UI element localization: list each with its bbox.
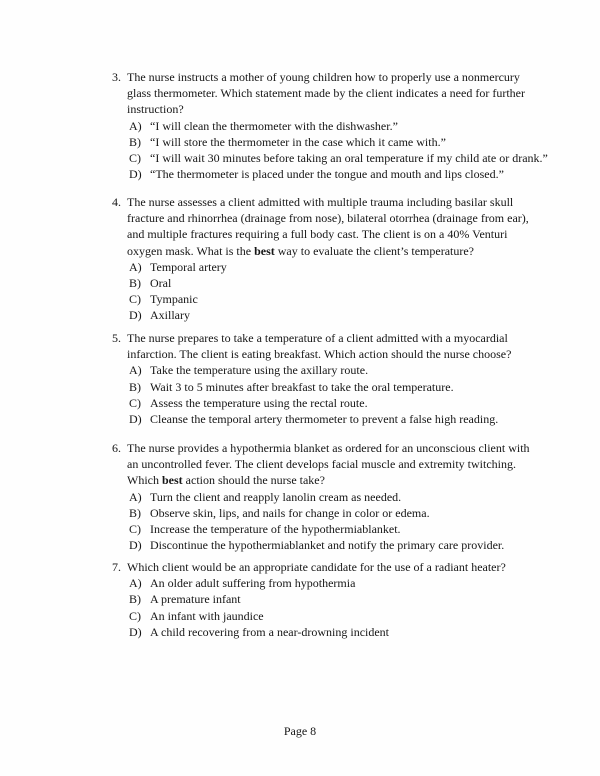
question-3 — [112, 69, 548, 182]
option-text: Wait 3 to 5 minutes after breakfast to take the oral temperature. — [150, 379, 454, 394]
option-text: Cleanse the temporal artery thermometer to prevent a false high reading. — [150, 412, 499, 427]
answer-option-d — [129, 411, 543, 427]
option-letter: C) — [129, 608, 141, 623]
question-5 — [112, 330, 543, 427]
question-text — [127, 330, 543, 362]
option-letter: B) — [129, 276, 141, 291]
answer-options — [127, 575, 543, 640]
answer-option-a — [129, 362, 543, 378]
answer-option-b — [129, 591, 543, 607]
answer-option-c — [129, 150, 548, 166]
question-text — [127, 69, 543, 118]
question-text — [127, 194, 543, 259]
answer-option-d — [129, 537, 543, 553]
question-number: 6. — [112, 441, 121, 455]
option-letter: B) — [129, 505, 141, 520]
option-text: “I will clean the thermometer with the dishwasher.” — [150, 118, 398, 133]
answer-option-a — [129, 575, 543, 591]
option-text: Assess the temperature using the rectal route. — [150, 395, 368, 410]
answer-option-b — [129, 275, 543, 291]
option-text: A child recovering from a near-drowning incident — [150, 624, 390, 639]
question-text-pre: The nurse instructs a mother of young children how to properly use a nonmercury glass thermometer. Which statement made by the client indicates a need for further instruction? — [127, 70, 525, 117]
option-letter: D) — [129, 624, 142, 639]
option-letter: A) — [129, 118, 142, 133]
option-letter: B) — [129, 134, 141, 149]
option-letter: D) — [129, 308, 142, 323]
answer-option-a — [129, 118, 543, 134]
option-text: Tympanic — [150, 292, 198, 307]
question-text-pre: The nurse assesses a client admitted with multiple trauma including basilar skull fracture and rhinorrhea (drainage from nose), bilateral otorrhea (drainage from ear), and multiple fractures requiring a full body cast. The client is on a 40% Venturi oxygen mask. What is the — [127, 195, 529, 258]
question-body — [127, 440, 543, 553]
question-text-bold: best — [254, 243, 275, 258]
question-text-post: way to evaluate the client’s temperature? — [274, 243, 475, 258]
answer-option-d — [129, 307, 543, 323]
option-letter: A) — [129, 363, 142, 378]
option-letter: A) — [129, 259, 142, 274]
option-letter: A) — [129, 576, 142, 591]
option-text: “I will store the thermometer in the case which it came with.” — [150, 134, 446, 149]
answer-option-d — [129, 624, 543, 640]
option-letter: D) — [129, 167, 142, 182]
option-text: Discontinue the hypothermiablanket and notify the primary care provider. — [150, 538, 505, 553]
option-text: “I will wait 30 minutes before taking an oral temperature if my child ate or drank.” — [150, 151, 548, 166]
answer-options — [127, 489, 543, 554]
question-body — [127, 559, 543, 640]
question-7 — [112, 559, 543, 640]
option-letter: B) — [129, 592, 141, 607]
option-text: Turn the client and reapply lanolin cream as needed. — [150, 489, 402, 504]
option-text: Temporal artery — [150, 259, 227, 274]
option-text: Observe skin, lips, and nails for change in color or edema. — [150, 505, 430, 520]
option-letter: C) — [129, 151, 141, 166]
answer-option-c — [129, 395, 543, 411]
answer-option-c — [129, 521, 543, 537]
option-text: A premature infant — [150, 592, 241, 607]
option-letter: B) — [129, 379, 141, 394]
answer-options — [127, 259, 543, 324]
question-body — [127, 330, 543, 427]
answer-option-c — [129, 608, 543, 624]
answer-options — [127, 118, 548, 183]
question-number: 4. — [112, 195, 121, 209]
option-letter: A) — [129, 489, 142, 504]
option-text: Oral — [150, 276, 172, 291]
answer-option-b — [129, 134, 543, 150]
question-body — [127, 69, 548, 182]
answer-option-c — [129, 291, 543, 307]
page-number: Page 8 — [283, 724, 317, 738]
option-letter: C) — [129, 522, 141, 537]
option-text: Axillary — [150, 308, 190, 323]
question-6 — [112, 440, 543, 553]
option-text: An older adult suffering from hypothermia — [150, 576, 356, 591]
question-text — [127, 559, 543, 575]
option-text: Take the temperature using the axillary route. — [150, 363, 369, 378]
question-text-pre: The nurse provides a hypothermia blanket as ordered for an unconscious client with an uncontrolled fever. The client develops facial muscle and extremity twitching. Which — [127, 441, 530, 488]
page-footer — [0, 723, 600, 739]
question-body — [127, 194, 543, 324]
question-4 — [112, 194, 543, 324]
answer-option-b — [129, 505, 543, 521]
option-letter: C) — [129, 395, 141, 410]
question-number: 3. — [112, 70, 121, 84]
question-number: 7. — [112, 560, 121, 574]
answer-option-d — [129, 166, 543, 182]
answer-options — [127, 362, 543, 427]
option-letter: D) — [129, 538, 142, 553]
option-text: An infant with jaundice — [150, 608, 264, 623]
question-text-pre: The nurse prepares to take a temperature of a client admitted with a myocardial infarction. The client is eating breakfast. Which action should the nurse choose? — [127, 331, 512, 362]
option-letter: C) — [129, 292, 141, 307]
question-number: 5. — [112, 331, 121, 345]
answer-option-a — [129, 259, 543, 275]
answer-option-b — [129, 379, 543, 395]
option-letter: D) — [129, 412, 142, 427]
answer-option-a — [129, 489, 543, 505]
question-text-pre: Which client would be an appropriate candidate for the use of a radiant heater? — [127, 560, 506, 574]
question-text-post: action should the nurse take? — [182, 473, 325, 488]
option-text: Increase the temperature of the hypothermiablanket. — [150, 522, 401, 537]
question-text-bold: best — [162, 473, 183, 488]
question-text — [127, 440, 543, 489]
option-text: “The thermometer is placed under the tongue and mouth and lips closed.” — [150, 167, 504, 182]
